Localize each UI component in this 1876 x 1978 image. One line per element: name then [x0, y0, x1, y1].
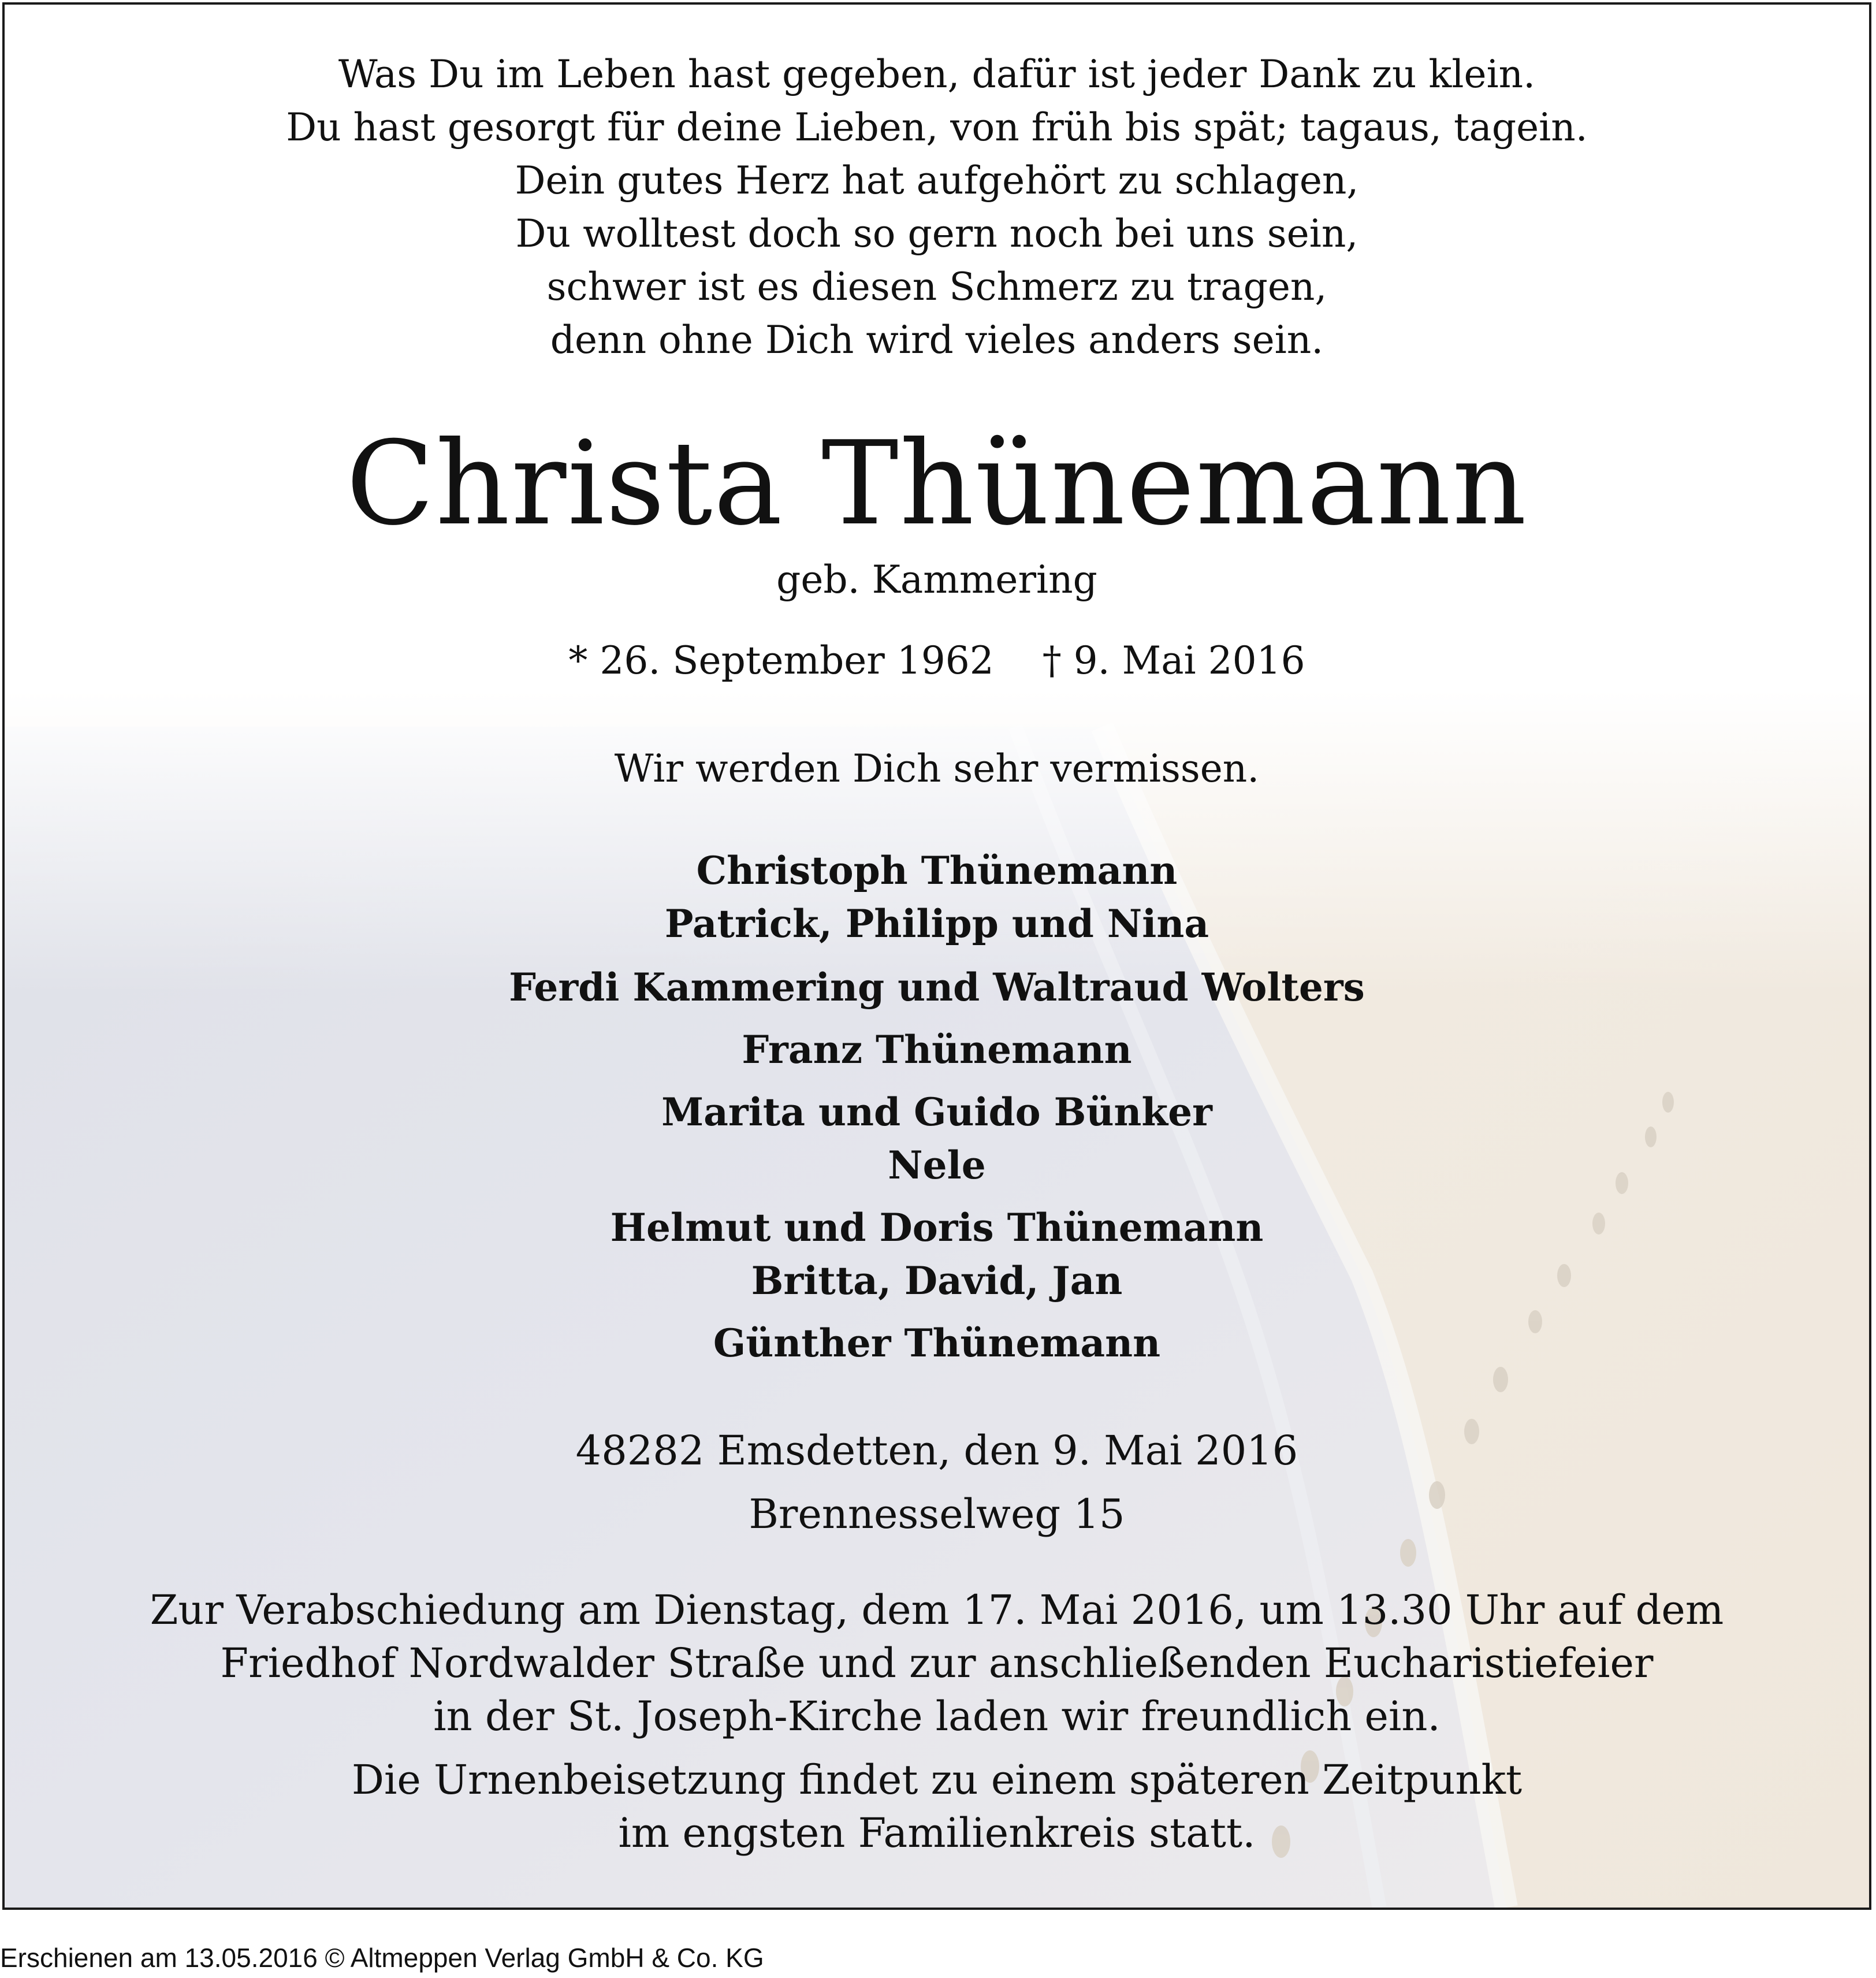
deceased-name: Christa Thünemann: [346, 417, 1528, 551]
poem-line-5: schwer ist es diesen Schmerz zu tragen,: [546, 265, 1327, 309]
mourner-line: Marita und Guido Bünker: [661, 1090, 1212, 1135]
ceremony-line-2: Friedhof Nordwalder Straße und zur anschließenden Eucharistiefeier: [220, 1639, 1654, 1687]
ceremony-line-1: Zur Verabschiedung am Dienstag, dem 17. Mai 2016, um 13.30 Uhr auf dem: [150, 1586, 1724, 1634]
mourner-line: Franz Thünemann: [742, 1027, 1132, 1072]
poem-line-2: Du hast gesorgt für deine Lieben, von früh bis spät; tagaus, tagein.: [286, 105, 1588, 150]
mourner-line: Patrick, Philipp und Nina: [664, 901, 1209, 946]
street-address: Brennesselweg 15: [749, 1490, 1125, 1538]
poem-line-3: Dein gutes Herz hat aufgehört zu schlagen,: [515, 158, 1359, 203]
poem-line-4: Du wolltest doch so gern noch bei uns sein,: [515, 211, 1358, 256]
mourner-line: Nele: [888, 1143, 986, 1188]
notice-content: [5, 5, 1869, 1908]
obituary-notice: [2, 2, 1871, 1910]
burial-line-1: Die Urnenbeisetzung findet zu einem späteren Zeitpunkt: [351, 1756, 1523, 1804]
place-and-date: 48282 Emsdetten, den 9. Mai 2016: [575, 1427, 1298, 1474]
farewell-text: Wir werden Dich sehr vermissen.: [614, 746, 1260, 791]
publication-footer: Erschienen am 13.05.2016 © Altmeppen Verlag GmbH & Co. KG: [0, 1943, 764, 1973]
burial-line-2: im engsten Familienkreis statt.: [618, 1809, 1256, 1857]
poem-line-6: denn ohne Dich wird vieles anders sein.: [550, 318, 1324, 362]
mourner-line: Helmut und Doris Thünemann: [610, 1205, 1264, 1250]
maiden-name: geb. Kammering: [776, 557, 1097, 602]
mourner-line: Britta, David, Jan: [751, 1258, 1123, 1303]
poem-line-1: Was Du im Leben hast gegeben, dafür ist jeder Dank zu klein.: [338, 52, 1536, 96]
mourner-line: Christoph Thünemann: [696, 848, 1178, 893]
life-dates: * 26. September 1962 † 9. Mai 2016: [568, 638, 1305, 683]
mourner-line: Ferdi Kammering und Waltraud Wolters: [509, 965, 1365, 1010]
mourner-line: Günther Thünemann: [713, 1321, 1161, 1366]
ceremony-line-3: in der St. Joseph-Kirche laden wir freundlich ein.: [433, 1693, 1440, 1740]
